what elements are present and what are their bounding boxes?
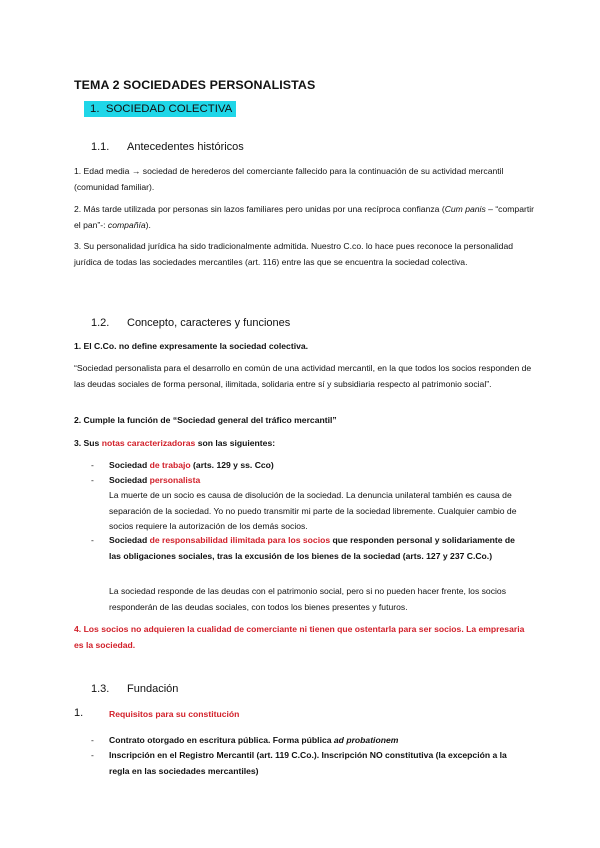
- subsection-title-concepto: Concepto, caracteres y funciones: [127, 317, 291, 329]
- text: – “compartir el pan”-:: [74, 204, 534, 230]
- bullet-dash: -: [91, 535, 94, 545]
- subsection-title-fundacion: Fundación: [127, 683, 179, 695]
- subsection-number: 1.2.: [91, 317, 110, 329]
- italic-text: ad probationem: [333, 735, 399, 745]
- text: son las siguientes:: [195, 438, 276, 448]
- bullet-dash: -: [91, 735, 94, 745]
- red-text: personalista: [149, 475, 201, 485]
- text: ).: [145, 219, 151, 230]
- bullet-dash: -: [91, 460, 94, 470]
- paragraph-socios-comerciante: [74, 622, 534, 653]
- red-text: notas caracterizadoras: [101, 438, 196, 448]
- bullet-de-trabajo: [109, 458, 529, 474]
- responsabilidad-explanation: La sociedad responde de las deudas con el patrimonio social, pero si no pueden hacer frente, los socios responderán de las deudas sociales, con todos los bienes presentes y futuros.: [109, 586, 506, 612]
- text: (arts. 129 y ss. Cco): [190, 460, 274, 470]
- requisitos-heading: Requisitos para su constitución: [109, 709, 240, 719]
- italic-text: compañía: [107, 219, 146, 230]
- personalista-explanation: La muerte de un socio es causa de disolución de la sociedad. La denuncia unilateral también es causa de separación de la sociedad. Yo no puedo transmitir mi parte de la sociedad libremente. Cualquier cambio de socios requiere la autorización de los demás socios.: [109, 490, 517, 531]
- list-number: 1.: [74, 707, 84, 719]
- bullet-dash: -: [91, 750, 94, 760]
- red-text: 4.: [74, 624, 84, 634]
- section-label: SOCIEDAD COLECTIVA: [105, 103, 233, 115]
- bullet-personalista: [109, 473, 529, 489]
- red-text: Los socios no adquieren la cualidad de comerciante ni tienen que ostentarla para ser socios. La empresaria es la sociedad.: [74, 624, 525, 650]
- italic-text: Cum panis: [444, 204, 486, 214]
- text: 3. Sus: [74, 438, 102, 448]
- paragraph-funcion: 2. Cumple la función de “Sociedad general del tráfico mercantil”: [74, 415, 337, 425]
- text: Sociedad: [109, 460, 150, 470]
- red-text: de responsabilidad ilimitada para los socios: [149, 535, 331, 545]
- text: 2. Más tarde utilizada por personas sin lazos familiares pero unidas por una recíproca confianza (: [74, 204, 445, 214]
- paragraph-mas-tarde: [74, 202, 534, 233]
- text: que responden personal y solidariamente de las obligaciones sociales, tras la excusión de los bienes de la sociedad (arts. 127 y 237 C.Co.): [109, 535, 515, 561]
- subsection-number: 1.1.: [91, 141, 110, 153]
- paragraph-personalidad: 3. Su personalidad jurídica ha sido tradicionalmente admitida. Nuestro C.co. lo hace pues reconoce la personalidad jurídica de todas las sociedades mercantiles (art. 116) entre las que se encuentra la sociedad colectiva.: [74, 241, 514, 267]
- text: Sociedad: [109, 535, 150, 545]
- paragraph-edad-media: 1. Edad media → sociedad de herederos del comerciante fallecido para la continuación de su actividad mercantil (comunidad familiar).: [74, 166, 504, 192]
- red-text: de trabajo: [149, 460, 191, 470]
- subsection-title-antecedentes: Antecedentes históricos: [127, 141, 244, 153]
- bullet-dash: -: [91, 475, 94, 485]
- requisito-inscripcion: Inscripción en el Registro Mercantil (art. 119 C.Co.). Inscripción NO constitutiva (la excepción a la regla en las sociedades mercantiles): [109, 750, 507, 776]
- section-number: 1.: [90, 103, 100, 115]
- paragraph-no-define: 1. El C.Co. no define expresamente la sociedad colectiva.: [74, 341, 309, 351]
- definition-quote: “Sociedad personalista para el desarrollo en común de una actividad mercantil, en la que todos los socios responden de las deudas sociales de forma personal, ilimitada, solidaria entre sí y subsidiaria respecto al patrimonio social”.: [74, 363, 532, 389]
- subsection-number: 1.3.: [91, 683, 110, 695]
- document-title: TEMA 2 SOCIEDADES PERSONALISTAS: [74, 78, 316, 92]
- text: Sociedad: [109, 475, 150, 485]
- paragraph-notas: [74, 436, 534, 452]
- requisito-contrato: [109, 733, 529, 749]
- bullet-responsabilidad: [109, 533, 529, 564]
- section-heading-sociedad-colectiva: [84, 101, 236, 117]
- text: Contrato otorgado en escritura pública. Forma pública: [109, 735, 334, 745]
